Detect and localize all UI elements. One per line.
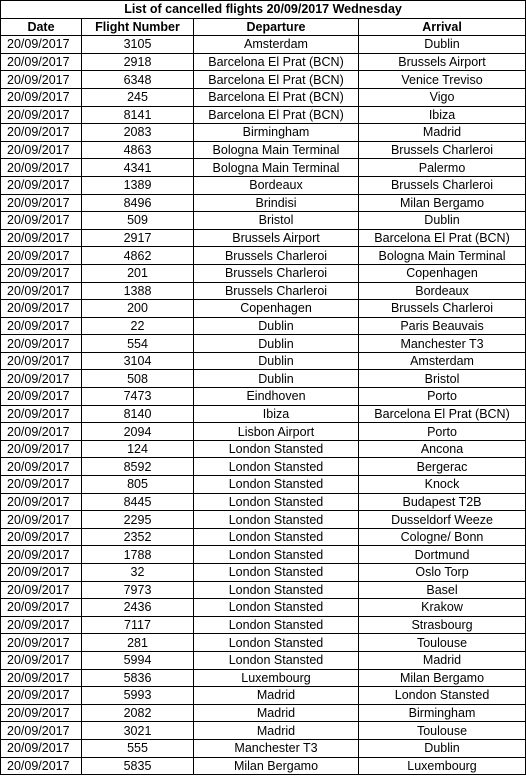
departure-cell: London Stansted — [194, 493, 359, 511]
date-cell: 20/09/2017 — [1, 106, 82, 124]
flight-number-cell: 555 — [82, 739, 194, 757]
date-cell: 20/09/2017 — [1, 564, 82, 582]
column-header-date: Date — [1, 18, 82, 36]
departure-cell: Brussels Charleroi — [194, 282, 359, 300]
flight-number-cell: 124 — [82, 440, 194, 458]
flight-number-cell: 4341 — [82, 159, 194, 177]
arrival-cell: Porto — [359, 423, 526, 441]
arrival-cell: Porto — [359, 388, 526, 406]
table-row — [1, 722, 526, 740]
table-row — [1, 300, 526, 318]
flight-number-cell: 201 — [82, 264, 194, 282]
departure-cell: London Stansted — [194, 616, 359, 634]
departure-cell: Brindisi — [194, 194, 359, 212]
arrival-cell: Basel — [359, 581, 526, 599]
table-row — [1, 669, 526, 687]
departure-cell: Bologna Main Terminal — [194, 159, 359, 177]
flight-number-cell: 2083 — [82, 124, 194, 142]
date-cell: 20/09/2017 — [1, 282, 82, 300]
flight-number-cell: 5993 — [82, 687, 194, 705]
departure-cell: London Stansted — [194, 528, 359, 546]
table-row — [1, 423, 526, 441]
date-cell: 20/09/2017 — [1, 212, 82, 230]
table-row — [1, 405, 526, 423]
date-cell: 20/09/2017 — [1, 581, 82, 599]
departure-cell: Barcelona El Prat (BCN) — [194, 71, 359, 89]
arrival-cell: Brussels Airport — [359, 53, 526, 71]
departure-cell: Dublin — [194, 370, 359, 388]
departure-cell: London Stansted — [194, 581, 359, 599]
table-row — [1, 511, 526, 529]
date-cell: 20/09/2017 — [1, 194, 82, 212]
arrival-cell: Vigo — [359, 88, 526, 106]
arrival-cell: Knock — [359, 476, 526, 494]
table-row — [1, 546, 526, 564]
departure-cell: Amsterdam — [194, 36, 359, 54]
table-row — [1, 757, 526, 775]
arrival-cell: Madrid — [359, 651, 526, 669]
departure-cell: London Stansted — [194, 634, 359, 652]
date-cell: 20/09/2017 — [1, 757, 82, 775]
flight-number-cell: 2918 — [82, 53, 194, 71]
date-cell: 20/09/2017 — [1, 370, 82, 388]
date-cell: 20/09/2017 — [1, 176, 82, 194]
flight-number-cell: 3105 — [82, 36, 194, 54]
arrival-cell: Dusseldorf Weeze — [359, 511, 526, 529]
table-row — [1, 335, 526, 353]
departure-cell: London Stansted — [194, 440, 359, 458]
date-cell: 20/09/2017 — [1, 36, 82, 54]
arrival-cell: Bergerac — [359, 458, 526, 476]
departure-cell: Madrid — [194, 722, 359, 740]
departure-cell: Bologna Main Terminal — [194, 141, 359, 159]
flight-number-cell: 200 — [82, 300, 194, 318]
date-cell: 20/09/2017 — [1, 722, 82, 740]
flight-number-cell: 508 — [82, 370, 194, 388]
date-cell: 20/09/2017 — [1, 476, 82, 494]
table-title: List of cancelled flights 20/09/2017 Wednesday — [1, 1, 526, 19]
flight-number-cell: 8496 — [82, 194, 194, 212]
departure-cell: Madrid — [194, 687, 359, 705]
table-row — [1, 687, 526, 705]
header-row — [1, 18, 526, 36]
arrival-cell: Dublin — [359, 739, 526, 757]
arrival-cell: Birmingham — [359, 704, 526, 722]
date-cell: 20/09/2017 — [1, 317, 82, 335]
date-cell: 20/09/2017 — [1, 388, 82, 406]
departure-cell: Dublin — [194, 317, 359, 335]
flight-number-cell: 245 — [82, 88, 194, 106]
date-cell: 20/09/2017 — [1, 528, 82, 546]
date-cell: 20/09/2017 — [1, 704, 82, 722]
arrival-cell: Oslo Torp — [359, 564, 526, 582]
flight-number-cell: 2917 — [82, 229, 194, 247]
flight-number-cell: 281 — [82, 634, 194, 652]
departure-cell: London Stansted — [194, 546, 359, 564]
flight-number-cell: 4862 — [82, 247, 194, 265]
flight-rows — [1, 36, 526, 775]
table-row — [1, 352, 526, 370]
flight-number-cell: 8141 — [82, 106, 194, 124]
table-row — [1, 106, 526, 124]
departure-cell: Bordeaux — [194, 176, 359, 194]
arrival-cell: Brussels Charleroi — [359, 300, 526, 318]
arrival-cell: Ibiza — [359, 106, 526, 124]
date-cell: 20/09/2017 — [1, 687, 82, 705]
date-cell: 20/09/2017 — [1, 229, 82, 247]
table-row — [1, 264, 526, 282]
departure-cell: London Stansted — [194, 651, 359, 669]
table-row — [1, 53, 526, 71]
table-row — [1, 71, 526, 89]
arrival-cell: Budapest T2B — [359, 493, 526, 511]
flight-number-cell: 1388 — [82, 282, 194, 300]
arrival-cell: Madrid — [359, 124, 526, 142]
departure-cell: Barcelona El Prat (BCN) — [194, 106, 359, 124]
flight-number-cell: 32 — [82, 564, 194, 582]
date-cell: 20/09/2017 — [1, 71, 82, 89]
departure-cell: London Stansted — [194, 511, 359, 529]
table-row — [1, 599, 526, 617]
departure-cell: Luxembourg — [194, 669, 359, 687]
arrival-cell: Amsterdam — [359, 352, 526, 370]
table-row — [1, 493, 526, 511]
table-row — [1, 176, 526, 194]
date-cell: 20/09/2017 — [1, 300, 82, 318]
arrival-cell: Brussels Charleroi — [359, 141, 526, 159]
arrival-cell: Luxembourg — [359, 757, 526, 775]
date-cell: 20/09/2017 — [1, 599, 82, 617]
table-row — [1, 317, 526, 335]
arrival-cell: Bordeaux — [359, 282, 526, 300]
departure-cell: Birmingham — [194, 124, 359, 142]
flight-number-cell: 7973 — [82, 581, 194, 599]
flight-number-cell: 3104 — [82, 352, 194, 370]
table-row — [1, 124, 526, 142]
departure-cell: Eindhoven — [194, 388, 359, 406]
departure-cell: Manchester T3 — [194, 739, 359, 757]
column-header-departure: Departure — [194, 18, 359, 36]
departure-cell: Copenhagen — [194, 300, 359, 318]
arrival-cell: Brussels Charleroi — [359, 176, 526, 194]
column-header-arrival: Arrival — [359, 18, 526, 36]
table-row — [1, 476, 526, 494]
flight-number-cell: 5994 — [82, 651, 194, 669]
flight-number-cell: 2436 — [82, 599, 194, 617]
arrival-cell: Venice Treviso — [359, 71, 526, 89]
departure-cell: Barcelona El Prat (BCN) — [194, 88, 359, 106]
arrival-cell: Dortmund — [359, 546, 526, 564]
table-row — [1, 528, 526, 546]
arrival-cell: Krakow — [359, 599, 526, 617]
flight-number-cell: 2094 — [82, 423, 194, 441]
flight-number-cell: 7473 — [82, 388, 194, 406]
arrival-cell: Bristol — [359, 370, 526, 388]
flight-number-cell: 554 — [82, 335, 194, 353]
flight-number-cell: 22 — [82, 317, 194, 335]
table-row — [1, 370, 526, 388]
flight-number-cell: 4863 — [82, 141, 194, 159]
table-row — [1, 88, 526, 106]
table-row — [1, 704, 526, 722]
date-cell: 20/09/2017 — [1, 88, 82, 106]
arrival-cell: London Stansted — [359, 687, 526, 705]
arrival-cell: Paris Beauvais — [359, 317, 526, 335]
arrival-cell: Toulouse — [359, 634, 526, 652]
date-cell: 20/09/2017 — [1, 493, 82, 511]
arrival-cell: Strasbourg — [359, 616, 526, 634]
date-cell: 20/09/2017 — [1, 264, 82, 282]
table-row — [1, 141, 526, 159]
date-cell: 20/09/2017 — [1, 546, 82, 564]
departure-cell: Ibiza — [194, 405, 359, 423]
arrival-cell: Copenhagen — [359, 264, 526, 282]
date-cell: 20/09/2017 — [1, 511, 82, 529]
departure-cell: London Stansted — [194, 564, 359, 582]
arrival-cell: Palermo — [359, 159, 526, 177]
date-cell: 20/09/2017 — [1, 53, 82, 71]
arrival-cell: Bologna Main Terminal — [359, 247, 526, 265]
table-row — [1, 440, 526, 458]
table-row — [1, 36, 526, 54]
date-cell: 20/09/2017 — [1, 458, 82, 476]
date-cell: 20/09/2017 — [1, 739, 82, 757]
table-row — [1, 247, 526, 265]
table-row — [1, 651, 526, 669]
flight-number-cell: 8445 — [82, 493, 194, 511]
date-cell: 20/09/2017 — [1, 651, 82, 669]
date-cell: 20/09/2017 — [1, 124, 82, 142]
table-row — [1, 282, 526, 300]
flight-number-cell: 2352 — [82, 528, 194, 546]
date-cell: 20/09/2017 — [1, 352, 82, 370]
flight-number-cell: 5836 — [82, 669, 194, 687]
date-cell: 20/09/2017 — [1, 141, 82, 159]
departure-cell: Dublin — [194, 335, 359, 353]
date-cell: 20/09/2017 — [1, 634, 82, 652]
date-cell: 20/09/2017 — [1, 335, 82, 353]
departure-cell: Dublin — [194, 352, 359, 370]
table-row — [1, 581, 526, 599]
arrival-cell: Dublin — [359, 212, 526, 230]
flight-number-cell: 8592 — [82, 458, 194, 476]
table-row — [1, 564, 526, 582]
departure-cell: London Stansted — [194, 476, 359, 494]
date-cell: 20/09/2017 — [1, 405, 82, 423]
departure-cell: Brussels Airport — [194, 229, 359, 247]
arrival-cell: Barcelona El Prat (BCN) — [359, 405, 526, 423]
departure-cell: Bristol — [194, 212, 359, 230]
date-cell: 20/09/2017 — [1, 423, 82, 441]
date-cell: 20/09/2017 — [1, 247, 82, 265]
departure-cell: London Stansted — [194, 458, 359, 476]
table-row — [1, 739, 526, 757]
arrival-cell: Ancona — [359, 440, 526, 458]
table-row — [1, 229, 526, 247]
flight-number-cell: 1788 — [82, 546, 194, 564]
departure-cell: Brussels Charleroi — [194, 247, 359, 265]
arrival-cell: Dublin — [359, 36, 526, 54]
flight-number-cell: 5835 — [82, 757, 194, 775]
arrival-cell: Barcelona El Prat (BCN) — [359, 229, 526, 247]
departure-cell: Brussels Charleroi — [194, 264, 359, 282]
arrival-cell: Toulouse — [359, 722, 526, 740]
date-cell: 20/09/2017 — [1, 669, 82, 687]
table-row — [1, 159, 526, 177]
departure-cell: Milan Bergamo — [194, 757, 359, 775]
table-row — [1, 194, 526, 212]
date-cell: 20/09/2017 — [1, 159, 82, 177]
date-cell: 20/09/2017 — [1, 440, 82, 458]
flight-number-cell: 509 — [82, 212, 194, 230]
flight-number-cell: 2295 — [82, 511, 194, 529]
title-row — [1, 1, 526, 19]
date-cell: 20/09/2017 — [1, 616, 82, 634]
departure-cell: London Stansted — [194, 599, 359, 617]
table-row — [1, 634, 526, 652]
flight-number-cell: 2082 — [82, 704, 194, 722]
flight-number-cell: 1389 — [82, 176, 194, 194]
departure-cell: Madrid — [194, 704, 359, 722]
table-row — [1, 458, 526, 476]
table-row — [1, 616, 526, 634]
flight-number-cell: 805 — [82, 476, 194, 494]
arrival-cell: Milan Bergamo — [359, 194, 526, 212]
departure-cell: Lisbon Airport — [194, 423, 359, 441]
arrival-cell: Cologne/ Bonn — [359, 528, 526, 546]
arrival-cell: Milan Bergamo — [359, 669, 526, 687]
table-row — [1, 388, 526, 406]
flight-number-cell: 6348 — [82, 71, 194, 89]
flight-number-cell: 8140 — [82, 405, 194, 423]
arrival-cell: Manchester T3 — [359, 335, 526, 353]
table-row — [1, 212, 526, 230]
column-header-flight-number: Flight Number — [82, 18, 194, 36]
flight-number-cell: 7117 — [82, 616, 194, 634]
flight-number-cell: 3021 — [82, 722, 194, 740]
departure-cell: Barcelona El Prat (BCN) — [194, 53, 359, 71]
